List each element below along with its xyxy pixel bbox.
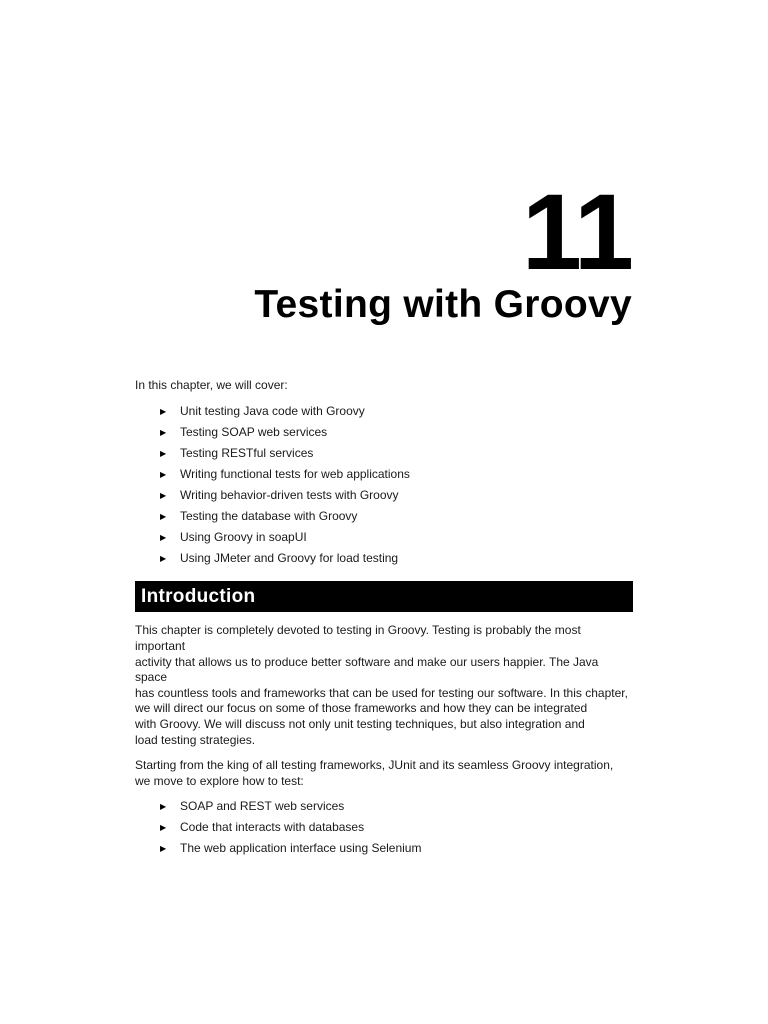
list-item-text: Unit testing Java code with Groovy [180, 403, 365, 418]
chapter-number: 11 [521, 171, 632, 292]
triangle-right-icon: ▶ [160, 802, 167, 812]
list-item [160, 488, 633, 509]
list-item-text: Code that interacts with databases [180, 820, 365, 835]
triangle-right-icon: ▶ [160, 844, 167, 854]
chapter-content [135, 378, 633, 863]
topics-list [135, 404, 633, 573]
triangle-right-icon: ▶ [160, 823, 167, 833]
body-paragraph: This chapter is completely devoted to testing in Groovy. Testing is probably the most important activity that allows us to produce better software and make our users happier. The Java space has countless tools and frameworks that can be used for testing our software. In this chapter, we will direct our focus on some of those frameworks and how they can be integrated with Groovy. We will discuss not only unit testing techniques, but also integration and load testing strategies. [135, 623, 628, 747]
triangle-right-icon: ▶ [160, 490, 167, 500]
triangle-right-icon: ▶ [160, 406, 167, 416]
list-item-text: Testing RESTful services [180, 445, 314, 460]
triangle-right-icon: ▶ [160, 448, 167, 458]
list-item [160, 841, 633, 862]
list-item [160, 404, 633, 425]
section-heading: Introduction [135, 581, 633, 612]
list-item [160, 799, 633, 820]
list-item-text: The web application interface using Selenium [180, 841, 422, 856]
list-item [160, 446, 633, 467]
list-item-text: Writing functional tests for web applications [180, 466, 410, 481]
triangle-right-icon: ▶ [160, 427, 167, 437]
list-item [160, 509, 633, 530]
list-item [160, 820, 633, 841]
chapter-title: Testing with Groovy [254, 283, 632, 326]
triangle-right-icon: ▶ [160, 533, 167, 543]
list-item-text: Testing SOAP web services [180, 424, 328, 439]
list-item-text: Writing behavior-driven tests with Groovy [180, 487, 399, 502]
intro-lead: In this chapter, we will cover: [135, 378, 288, 392]
list-item-text: SOAP and REST web services [180, 799, 345, 814]
list-item [160, 467, 633, 488]
list-item-text: Testing the database with Groovy [180, 509, 358, 524]
triangle-right-icon: ▶ [160, 469, 167, 479]
list-item-text: Using Groovy in soapUI [180, 530, 307, 545]
triangle-right-icon: ▶ [160, 512, 167, 522]
test-targets-list [135, 799, 633, 862]
list-item [160, 530, 633, 551]
body-paragraph: Starting from the king of all testing frameworks, JUnit and its seamless Groovy integration, we move to explore how to test: [135, 758, 614, 788]
list-item-text: Using JMeter and Groovy for load testing [180, 551, 399, 566]
triangle-right-icon: ▶ [160, 554, 167, 564]
list-item [160, 425, 633, 446]
list-item [160, 551, 633, 572]
